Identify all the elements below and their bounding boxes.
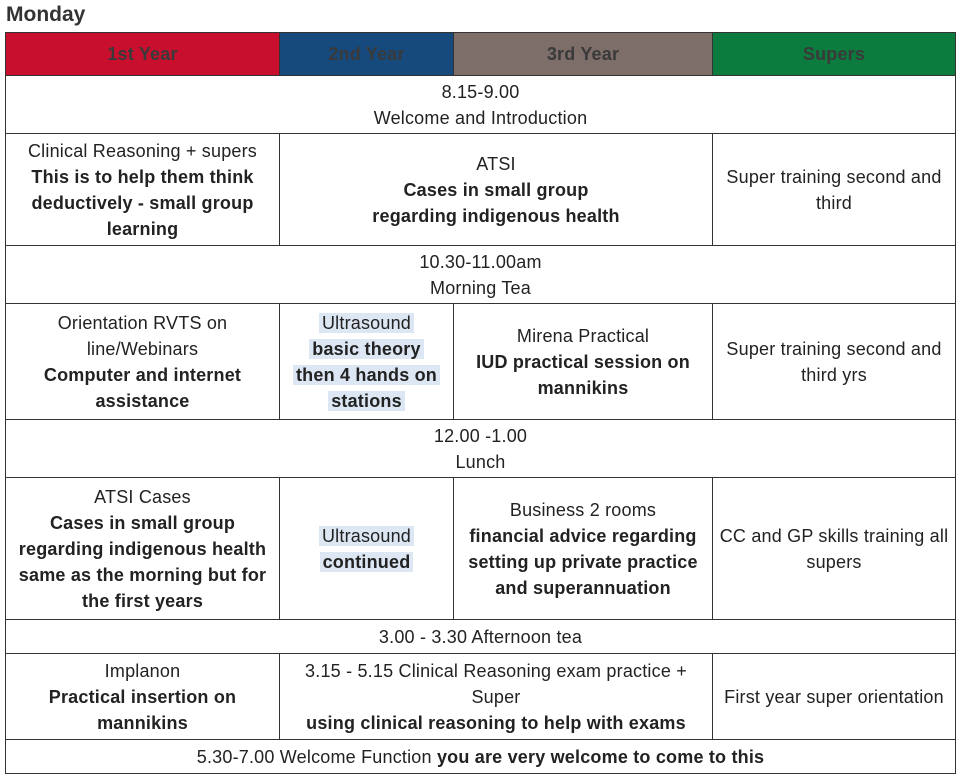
y1-orientation-cell <box>6 304 280 420</box>
y23-session-detail-2: regarding indigenous health <box>372 205 620 226</box>
header-supers: Supers <box>713 33 956 76</box>
session-row-4 <box>6 654 956 740</box>
y2-session-detail-2: then 4 hands on <box>293 365 440 385</box>
header-row <box>6 33 956 76</box>
y1-clinical-reasoning-cell <box>6 134 280 246</box>
y2-session-title: Ultrasound <box>319 526 414 546</box>
y23-session-title: 3.15 - 5.15 Clinical Reasoning exam practice + Super <box>305 660 687 707</box>
afternoon-tea-cell: 3.00 - 3.30 Afternoon tea <box>6 620 956 654</box>
lunch-row <box>6 420 956 478</box>
y23-session-title: ATSI <box>476 153 516 174</box>
session-row-1 <box>6 134 956 246</box>
welcome-label: Welcome and Introduction <box>373 107 588 128</box>
supers-session-cell: First year super orientation <box>713 654 956 740</box>
y3-mirena-cell <box>454 304 713 420</box>
footer-text: 5.30-7.00 Welcome Function <box>196 746 432 767</box>
y2-session-title: Ultrasound <box>319 313 414 333</box>
morning-tea-label: Morning Tea <box>430 277 531 298</box>
schedule-table <box>5 32 956 774</box>
morning-tea-row <box>6 246 956 304</box>
y3-session-detail: financial advice regarding setting up private practice and superannuation <box>468 525 698 598</box>
lunch-label: Lunch <box>455 451 506 472</box>
y2-ultrasound-cell <box>280 304 454 420</box>
y1-session-title: Implanon <box>104 660 181 681</box>
y1-implanon-cell <box>6 654 280 740</box>
morning-tea-time: 10.30-11.00am <box>419 251 542 272</box>
header-2nd-year: 2nd Year <box>280 33 454 76</box>
y2-session-detail: continued <box>320 552 414 572</box>
afternoon-tea-row <box>6 620 956 654</box>
y1-session-title: ATSI Cases <box>94 486 191 507</box>
lunch-cell <box>6 420 956 478</box>
y2-ultrasound-continued-cell <box>280 478 454 620</box>
y1-atsi-cases-cell <box>6 478 280 620</box>
y3-session-detail: IUD practical session on mannikins <box>476 351 690 398</box>
header-1st-year: 1st Year <box>6 33 280 76</box>
footer-row <box>6 740 956 774</box>
y23-session-detail: using clinical reasoning to help with exams <box>306 712 686 733</box>
y3-session-title: Business 2 rooms <box>509 499 657 520</box>
y1-session-detail: This is to help them think deductively - small group learning <box>31 166 254 239</box>
welcome-function-cell <box>6 740 956 774</box>
y23-exam-practice-cell <box>280 654 713 740</box>
y1-session-detail: Computer and internet assistance <box>43 364 242 411</box>
y1-session-title: Orientation RVTS on line/Webinars <box>57 312 228 359</box>
y1-session-detail: Practical insertion on mannikins <box>48 686 237 733</box>
welcome-row <box>6 76 956 134</box>
y23-atsi-cell <box>280 134 713 246</box>
supers-session-cell: Super training second and third <box>713 134 956 246</box>
footer-bold-text: you are very welcome to come to this <box>436 746 765 767</box>
lunch-time: 12.00 -1.00 <box>433 425 528 446</box>
session-row-3 <box>6 478 956 620</box>
y1-session-detail: Cases in small group regarding indigenous health same as the morning but for the first years <box>18 512 267 611</box>
y3-business-cell <box>454 478 713 620</box>
supers-session-cell: CC and GP skills training all supers <box>713 478 956 620</box>
y1-session-title: Clinical Reasoning + supers <box>27 140 258 161</box>
supers-session-cell: Super training second and third yrs <box>713 304 956 420</box>
day-title: Monday <box>6 3 86 26</box>
header-3rd-year: 3rd Year <box>454 33 713 76</box>
y3-session-title: Mirena Practical <box>516 325 650 346</box>
welcome-time: 8.15-9.00 <box>441 81 520 102</box>
y2-session-detail-3: stations <box>328 391 405 411</box>
session-row-2 <box>6 304 956 420</box>
welcome-cell <box>6 76 956 134</box>
morning-tea-cell <box>6 246 956 304</box>
y23-session-detail-1: Cases in small group <box>403 179 589 200</box>
y2-session-detail-1: basic theory <box>309 339 423 359</box>
